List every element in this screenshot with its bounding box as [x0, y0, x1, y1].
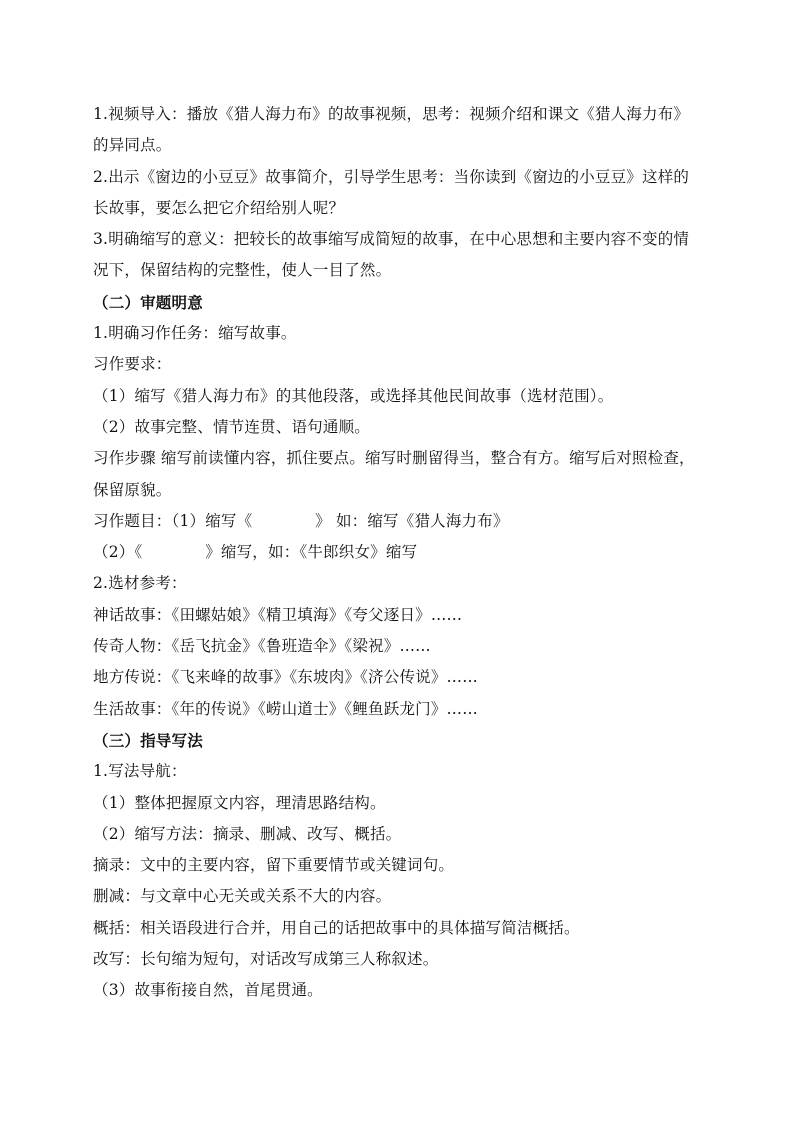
paragraph-line: 地方传说：《飞来峰的故事》《东坡肉》《济公传说》……: [93, 668, 478, 687]
paragraph-line: 3.明确缩写的意义：把较长的故事缩写成简短的故事，在中心思想和主要内容不变的情: [93, 230, 690, 249]
paragraph-line: 的异同点。: [93, 136, 172, 155]
paragraph-line: 保留原貌。: [93, 480, 172, 499]
paragraph-line: 1.视频导入：播放《猎人海力布》的故事视频，思考：视频介绍和课文《猎人海力布》: [93, 105, 690, 123]
paragraph-line: （2）《 》缩写，如：《牛郎织女》缩写: [93, 543, 418, 562]
paragraph-line: 习作步骤 缩写前读懂内容，抓住要点。缩写时删留得当，整合有方。缩写后对照检查，: [93, 449, 695, 468]
paragraph-line: （1）缩写《猎人海力布》的其他段落，或选择其他民间故事（选材范围）。: [93, 386, 614, 405]
paragraph-line: 2.选材参考：: [93, 574, 187, 593]
paragraph-line: （2）故事完整、情节连贯、语句通顺。: [93, 417, 370, 436]
paragraph-line: （2）缩写方法：摘录、删减、改写、概括。: [93, 824, 402, 843]
paragraph-line: 习作要求：: [93, 355, 172, 374]
paragraph-line: 摘录：文中的主要内容，留下重要情节或关键词句。: [93, 856, 455, 875]
paragraph-line: （1）整体把握原文内容，理清思路结构。: [93, 793, 386, 812]
paragraph-line: （3）故事衔接自然，首尾贯通。: [93, 981, 323, 1000]
paragraph-line: 习作题目：（1）缩写《 》 如：缩写《猎人海力布》: [93, 511, 509, 530]
section-heading: （二）审题明意: [93, 292, 203, 312]
paragraph-line: 传奇人物：《岳飞抗金》《鲁班造伞》《梁祝》……: [93, 637, 431, 656]
paragraph-line: 改写：长句缩为短句，对话改写成第三人称叙述。: [93, 950, 439, 969]
section-heading: （三）指导写法: [93, 730, 203, 750]
paragraph-line: 2.出示《窗边的小豆豆》故事简介，引导学生思考：当你读到《窗边的小豆豆》这样的: [93, 167, 690, 186]
paragraph-line: 神话故事：《田螺姑娘》《精卫填海》《夸父逐日》……: [93, 605, 463, 624]
paragraph-line: 生活故事：《年的传说》《崂山道士》《鲤鱼跃龙门》……: [93, 699, 478, 718]
paragraph-line: 长故事，要怎么把它介绍给别人呢？: [93, 198, 345, 217]
paragraph-line: 1.写法导航：: [93, 762, 187, 781]
paragraph-line: 1.明确习作任务：缩写故事。: [93, 324, 297, 343]
paragraph-line: 删减：与文章中心无关或关系不大的内容。: [93, 887, 392, 906]
paragraph-line: 况下，保留结构的完整性，使人一目了然。: [93, 261, 392, 280]
document-body: [93, 99, 723, 1007]
paragraph-line: 概括：相关语段进行合并，用自己的话把故事中的具体描写简洁概括。: [93, 918, 580, 937]
